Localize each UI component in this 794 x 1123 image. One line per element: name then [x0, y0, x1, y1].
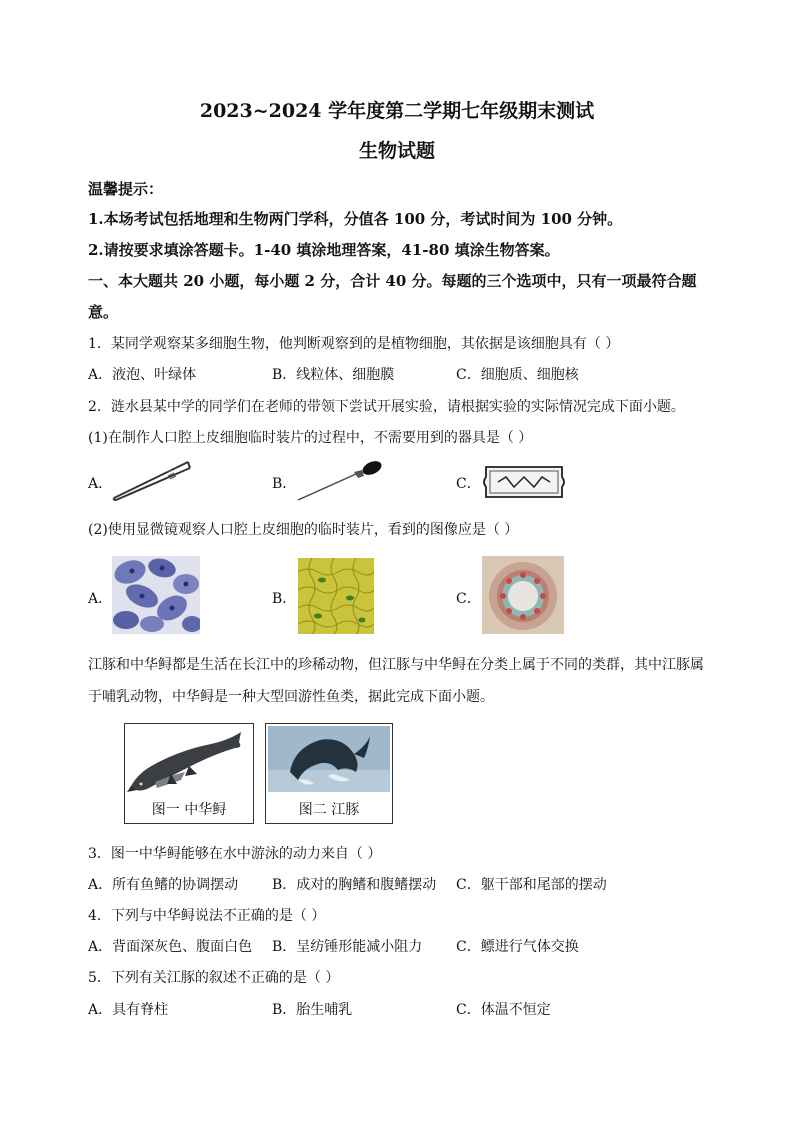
exam-subtitle: 生物试题 — [358, 140, 435, 162]
figure-1-box — [124, 723, 254, 824]
q4-option-b: B．呈纺锤形能减小阻力 — [272, 939, 423, 955]
razor-blade-image — [480, 463, 568, 501]
passage-line-1: 江豚和中华鲟都是生活在长江中的珍稀动物，但江豚与中华鲟在分类上属于不同的类群，其中江豚属 — [88, 657, 704, 673]
figure-2-caption: 图二 江豚 — [298, 802, 360, 818]
figure-2-box — [265, 723, 393, 824]
q5-option-c: C．体温不恒定 — [456, 1002, 551, 1018]
q4-option-c: C．鳔进行气体交换 — [456, 939, 579, 955]
q1-option-c: C．细胞质、细胞核 — [456, 367, 579, 383]
q4-stem: 4．下列与中华鲟说法不正确的是（ ） — [88, 908, 326, 924]
notice-heading: 温馨提示： — [88, 180, 164, 198]
q2-sub2-stem: (2)使用显微镜观察人口腔上皮细胞的临时装片，看到的图像应是（ ） — [88, 522, 519, 538]
q5-option-a: A．具有脊柱 — [88, 1002, 169, 1018]
q5-stem: 5．下列有关江豚的叙述不正确的是（ ） — [88, 970, 340, 986]
cheek-cells-micrograph — [112, 556, 200, 634]
q3-option-c: C．躯干部和尾部的摆动 — [456, 877, 607, 893]
q2-sub2-option-a-label: A． — [88, 591, 113, 607]
q5-option-b: B．胎生哺乳 — [272, 1002, 353, 1018]
q2-sub1-option-a-label: A． — [88, 476, 113, 492]
q2-sub1-stem: (1)在制作人口腔上皮细胞临时装片的过程中，不需要用到的器具是（ ） — [88, 430, 533, 446]
notice-item-2: 2.请按要求填涂答题卡。1-40 填涂地理答案，41-80 填涂生物答案。 — [88, 241, 560, 259]
q1-option-a: A．液泡、叶绿体 — [88, 367, 197, 383]
leaf-epidermis-micrograph — [298, 558, 374, 634]
figure-1-caption: 图一 中华鲟 — [151, 802, 227, 818]
notice-item-1: 1.本场考试包括地理和生物两门学科，分值各 100 分，考试时间为 100 分钟。 — [88, 210, 623, 228]
q2-sub2-option-c-label: C． — [456, 591, 481, 607]
q2-stem: 2．涟水县某中学的同学们在老师的带领下尝试开展实验，请根据实验的实际情况完成下面小题。 — [88, 399, 685, 415]
section-instruction-line-2: 意。 — [88, 303, 119, 321]
finless-porpoise-image — [268, 726, 390, 792]
sturgeon-image — [125, 726, 253, 802]
exam-title: 2023~2024 学年度第二学期七年级期末测试 — [199, 100, 595, 122]
q2-sub1-option-c-label: C． — [456, 476, 481, 492]
q2-sub1-option-b-label: B． — [272, 476, 297, 492]
passage-line-2: 于哺乳动物，中华鲟是一种大型回游性鱼类，据此完成下面小题。 — [88, 689, 494, 705]
tweezers-image — [110, 456, 194, 502]
section-instruction-line-1: 一、本大题共 20 小题，每小题 2 分，合计 40 分。每题的三个选项中，只有一项最符合题 — [88, 272, 697, 290]
q4-option-a: A．背面深灰色、腹面白色 — [88, 939, 253, 955]
q1-option-b: B．线粒体、细胞膜 — [272, 367, 395, 383]
stem-cross-section-micrograph — [482, 556, 564, 634]
q3-option-a: A．所有鱼鳍的协调摆动 — [88, 877, 239, 893]
q3-stem: 3．图一中华鲟能够在水中游泳的动力来自（ ） — [88, 846, 382, 862]
q2-sub2-option-b-label: B． — [272, 591, 297, 607]
q3-option-b: B．成对的胸鳍和腹鳍摆动 — [272, 877, 437, 893]
q1-stem: 1．某同学观察某多细胞生物，他判断观察到的是植物细胞，其依据是该细胞具有（ ） — [88, 336, 620, 352]
dropper-image — [294, 460, 386, 504]
